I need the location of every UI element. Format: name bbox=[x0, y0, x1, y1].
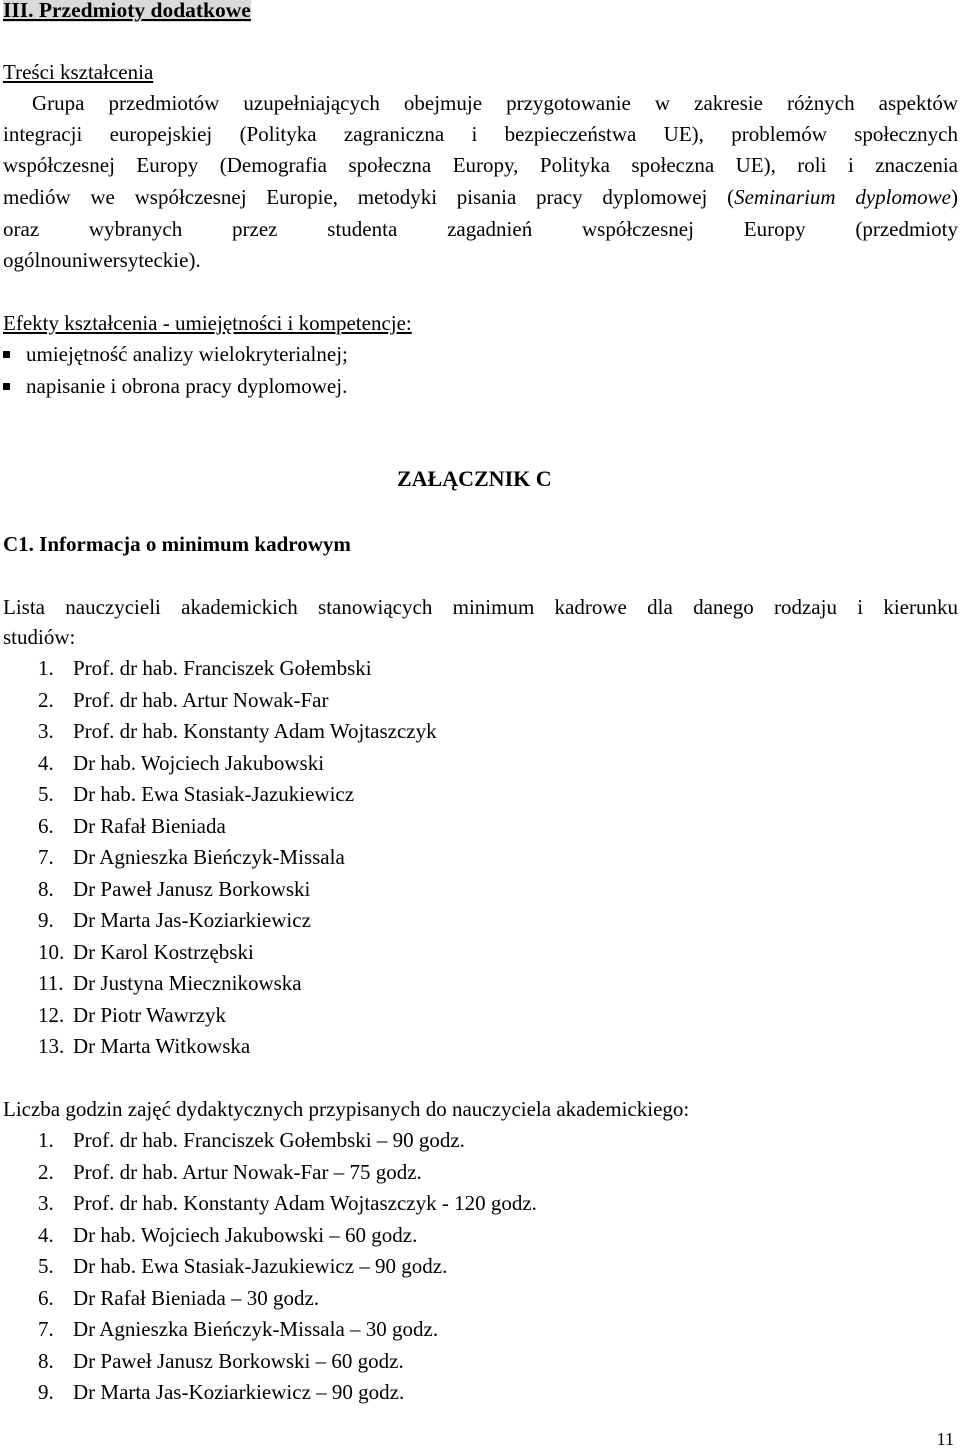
staff-list bbox=[38, 653, 437, 1063]
content-line-2: integracji europejskiej (Polityka zagraniczna i bezpieczeństwa UE), problemów społecznych bbox=[3, 122, 958, 146]
list-item-number: 5. bbox=[38, 782, 54, 806]
list-item-text: Prof. dr hab. Artur Nowak-Far – 75 godz. bbox=[73, 1159, 422, 1184]
list-item bbox=[38, 716, 437, 748]
list-item-text: Prof. dr hab. Artur Nowak-Far bbox=[73, 687, 329, 712]
list-item bbox=[38, 874, 437, 906]
list-item-text: Dr Marta Jas-Koziarkiewicz – 90 godz. bbox=[73, 1380, 405, 1404]
annex-title: ZAŁĄCZNIK C bbox=[397, 466, 552, 491]
list-item bbox=[38, 653, 437, 685]
list-item-number: 4. bbox=[38, 1222, 54, 1247]
list-item-text: Dr Piotr Wawrzyk bbox=[73, 1002, 227, 1027]
list-item-text: Dr Agnieszka Bieńczyk-Missala – 30 godz. bbox=[73, 1317, 439, 1341]
list-item bbox=[38, 1000, 437, 1032]
list-item-text: Dr hab. Wojciech Jakubowski – 60 godz. bbox=[73, 1222, 418, 1247]
list-item-number: 4. bbox=[38, 750, 54, 775]
list-item bbox=[38, 1377, 537, 1409]
square-bullet-icon bbox=[3, 383, 10, 390]
outcome-item bbox=[3, 371, 347, 401]
list-item bbox=[38, 1157, 537, 1189]
list-item-text: Dr hab. Ewa Stasiak-Jazukiewicz – 90 godz. bbox=[73, 1254, 448, 1278]
list-item-number: 7. bbox=[38, 845, 54, 869]
list-item-text: Dr Rafał Bieniada – 30 godz. bbox=[73, 1285, 320, 1310]
list-item bbox=[38, 748, 437, 780]
list-item bbox=[38, 1251, 537, 1283]
content-heading: Treści kształcenia bbox=[3, 60, 154, 84]
outcomes-heading: Efekty kształcenia - umiejętności i kompetencje: bbox=[3, 311, 412, 335]
hours-list bbox=[38, 1125, 537, 1409]
annex-subtitle: C1. Informacja o minimum kadrowym bbox=[3, 532, 351, 556]
list-item-text: Dr hab. Ewa Stasiak-Jazukiewicz bbox=[73, 782, 355, 806]
list-item-text: Prof. dr hab. Konstanty Adam Wojtaszczyk - 120 godz. bbox=[73, 1191, 537, 1215]
content-line-5: oraz wybranych przez studenta zagadnień współczesnej Europy (przedmioty bbox=[3, 217, 958, 241]
list-item bbox=[38, 842, 437, 874]
list-item bbox=[38, 779, 437, 811]
square-bullet-icon bbox=[3, 351, 10, 358]
list-item bbox=[38, 1283, 537, 1315]
content-line-6: ogólnouniwersyteckie). bbox=[3, 248, 201, 272]
list-item-number: 1. bbox=[38, 656, 54, 680]
list-item-number: 1. bbox=[38, 1128, 54, 1152]
content-line-1: Grupa przedmiotów uzupełniających obejmuje przygotowanie w zakresie różnych aspektów bbox=[32, 91, 958, 115]
list-item-number: 7. bbox=[38, 1317, 54, 1341]
list-item-number: 5. bbox=[38, 1254, 54, 1278]
list-item-number: 8. bbox=[38, 876, 54, 901]
list-item bbox=[38, 1125, 537, 1157]
list-item-number: 12. bbox=[38, 1002, 65, 1027]
staff-intro-line-2: studiów: bbox=[3, 625, 76, 649]
content-line-4-pre: mediów we współczesnej Europie, metodyki pisania pracy dyplomowej ( bbox=[3, 185, 735, 209]
list-item-text: Dr Karol Kostrzębski bbox=[73, 939, 254, 964]
list-item-number: 2. bbox=[38, 1159, 54, 1184]
list-item bbox=[38, 905, 437, 937]
list-item-text: Dr Agnieszka Bieńczyk-Missala bbox=[73, 845, 345, 869]
list-item bbox=[38, 1220, 537, 1252]
list-item bbox=[38, 1346, 537, 1378]
list-item bbox=[38, 1031, 437, 1063]
list-item-text: Prof. dr hab. Konstanty Adam Wojtaszczyk bbox=[73, 719, 437, 743]
page-number: 11 bbox=[936, 1429, 954, 1449]
list-item-text: Prof. dr hab. Franciszek Gołembski – 90 godz. bbox=[73, 1128, 465, 1152]
content-line-4 bbox=[3, 182, 958, 212]
list-item-text: Dr Rafał Bieniada bbox=[73, 813, 226, 838]
outcome-item bbox=[3, 339, 348, 369]
section-heading bbox=[3, 0, 251, 23]
list-item-number: 11. bbox=[38, 971, 64, 995]
section-heading-text: III. Przedmioty dodatkowe bbox=[3, 0, 251, 22]
list-item-text: Dr hab. Wojciech Jakubowski bbox=[73, 750, 325, 775]
list-item-number: 9. bbox=[38, 1380, 54, 1404]
list-item-text: Prof. dr hab. Franciszek Gołembski bbox=[73, 656, 372, 680]
list-item-number: 6. bbox=[38, 1285, 54, 1310]
list-item-number: 9. bbox=[38, 908, 54, 932]
list-item-number: 6. bbox=[38, 813, 54, 838]
content-line-3: współczesnej Europy (Demografia społeczna Europy, Polityka społeczna UE), roli i znaczenia bbox=[3, 153, 958, 177]
list-item-number: 3. bbox=[38, 719, 54, 743]
list-item-text: Dr Paweł Janusz Borkowski bbox=[73, 876, 311, 901]
list-item bbox=[38, 1314, 537, 1346]
staff-intro-line-1: Lista nauczycieli akademickich stanowiących minimum kadrowe dla danego rodzaju i kierunku bbox=[3, 595, 958, 619]
hours-heading: Liczba godzin zajęć dydaktycznych przypisanych do nauczyciela akademickiego: bbox=[3, 1097, 690, 1121]
list-item-number: 10. bbox=[38, 939, 65, 964]
list-item bbox=[38, 811, 437, 843]
list-item bbox=[38, 968, 437, 1000]
content-line-4-post: ) bbox=[950, 185, 958, 209]
list-item bbox=[38, 685, 437, 717]
list-item-number: 3. bbox=[38, 1191, 54, 1215]
list-item-number: 8. bbox=[38, 1348, 54, 1373]
content-line-4-italic: Seminarium dyplomowe bbox=[734, 185, 951, 209]
outcome-item-text: napisanie i obrona pracy dyplomowej. bbox=[26, 374, 348, 398]
list-item-text: Dr Justyna Miecznikowska bbox=[73, 971, 302, 995]
list-item-text: Dr Paweł Janusz Borkowski – 60 godz. bbox=[73, 1348, 404, 1373]
list-item-text: Dr Marta Witkowska bbox=[73, 1034, 251, 1058]
list-item-text: Dr Marta Jas-Koziarkiewicz bbox=[73, 908, 311, 932]
list-item bbox=[38, 1188, 537, 1220]
outcome-item-text: umiejętność analizy wielokryterialnej; bbox=[26, 342, 348, 366]
list-item-number: 2. bbox=[38, 687, 54, 712]
list-item-number: 13. bbox=[38, 1034, 65, 1058]
list-item bbox=[38, 937, 437, 969]
